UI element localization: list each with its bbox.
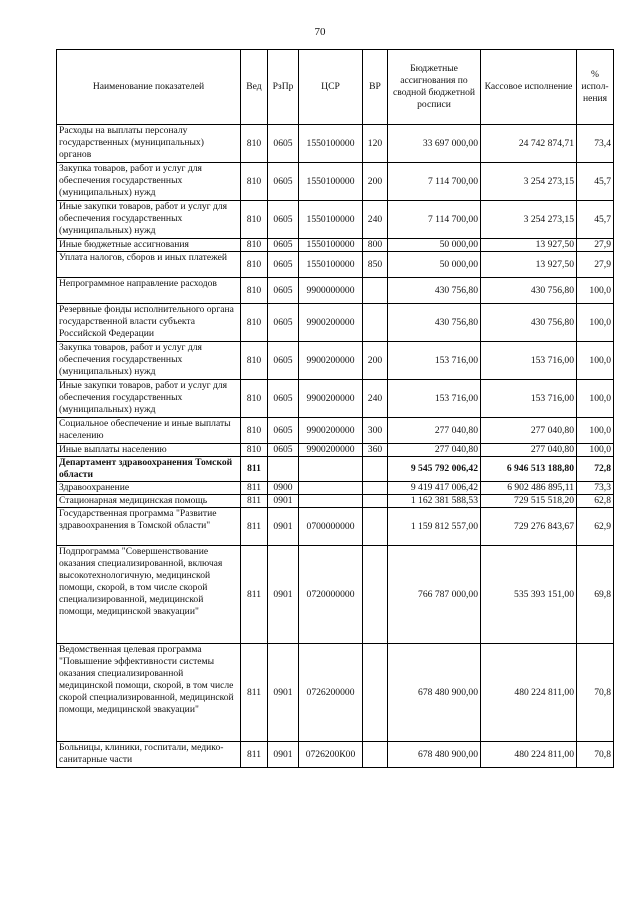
table-row: [57, 278, 614, 304]
table-row: [57, 508, 614, 546]
cell-pct: 62,9: [577, 508, 614, 546]
cell-name: Закупка товаров, работ и услуг для обеспечения государственных (муниципальных) нужд: [57, 163, 241, 201]
budget-execution-table: [56, 49, 614, 768]
cell-ved: 810: [241, 239, 268, 252]
cell-pct: 72,8: [577, 457, 614, 482]
cell-cash: 153 716,00: [481, 380, 577, 418]
cell-csr: 9900200000: [299, 444, 363, 457]
cell-vr: [363, 644, 388, 742]
cell-pct: 73,4: [577, 125, 614, 163]
cell-csr: [299, 482, 363, 495]
cell-vr: 360: [363, 444, 388, 457]
cell-rzpr: 0605: [268, 239, 299, 252]
cell-name: Государственная программа "Развитие здравоохранения в Томской области": [57, 508, 241, 546]
cell-csr: 9900200000: [299, 342, 363, 380]
cell-cash: 6 902 486 895,11: [481, 482, 577, 495]
cell-pct: 45,7: [577, 201, 614, 239]
cell-vr: [363, 278, 388, 304]
cell-assign: 678 480 900,00: [388, 742, 481, 768]
cell-assign: 153 716,00: [388, 380, 481, 418]
cell-pct: 100,0: [577, 304, 614, 342]
cell-vr: 240: [363, 201, 388, 239]
table-row: [57, 495, 614, 508]
cell-cash: 153 716,00: [481, 342, 577, 380]
table-row: [57, 239, 614, 252]
cell-assign: 277 040,80: [388, 418, 481, 444]
cell-name: Стационарная медицинская помощь: [57, 495, 241, 508]
cell-vr: 240: [363, 380, 388, 418]
cell-ved: 811: [241, 495, 268, 508]
cell-csr: 1550100000: [299, 239, 363, 252]
cell-cash: 277 040,80: [481, 418, 577, 444]
table-row: [57, 457, 614, 482]
table-body: [57, 125, 614, 768]
page-number: 70: [314, 26, 326, 38]
cell-vr: 300: [363, 418, 388, 444]
cell-cash: 277 040,80: [481, 444, 577, 457]
cell-csr: 9900000000: [299, 278, 363, 304]
cell-cash: 13 927,50: [481, 239, 577, 252]
cell-csr: 0720000000: [299, 546, 363, 644]
cell-pct: 100,0: [577, 380, 614, 418]
cell-rzpr: 0605: [268, 163, 299, 201]
cell-vr: [363, 546, 388, 644]
cell-assign: 9 545 792 006,42: [388, 457, 481, 482]
cell-pct: 100,0: [577, 444, 614, 457]
cell-rzpr: 0900: [268, 482, 299, 495]
cell-rzpr: 0605: [268, 418, 299, 444]
table-row: [57, 444, 614, 457]
cell-ved: 810: [241, 342, 268, 380]
cell-cash: 3 254 273,15: [481, 201, 577, 239]
cell-ved: 810: [241, 380, 268, 418]
cell-ved: 811: [241, 508, 268, 546]
cell-ved: 810: [241, 418, 268, 444]
cell-assign: 50 000,00: [388, 252, 481, 278]
table-row: [57, 201, 614, 239]
cell-cash: 3 254 273,15: [481, 163, 577, 201]
cell-csr: 9900200000: [299, 304, 363, 342]
cell-assign: 7 114 700,00: [388, 163, 481, 201]
cell-ved: 810: [241, 125, 268, 163]
cell-name: Иные закупки товаров, работ и услуг для обеспечения государственных (муниципальных) нужд: [57, 380, 241, 418]
cell-assign: 33 697 000,00: [388, 125, 481, 163]
cell-name: Подпрограмма "Совершенствование оказания специализированной, включая высокотехнологичную, медицинской помощи, скорой, в том числе скорой специализированной, медицинской помощи, медицинской эвакуации": [57, 546, 241, 644]
cell-vr: [363, 304, 388, 342]
cell-rzpr: 0605: [268, 278, 299, 304]
cell-assign: 1 159 812 557,00: [388, 508, 481, 546]
cell-ved: 811: [241, 457, 268, 482]
cell-ved: 810: [241, 201, 268, 239]
cell-vr: 120: [363, 125, 388, 163]
cell-ved: 810: [241, 278, 268, 304]
cell-vr: [363, 742, 388, 768]
table-header-row: [57, 50, 614, 125]
header-rzpr: РзПр: [268, 50, 299, 125]
cell-vr: [363, 482, 388, 495]
cell-ved: 810: [241, 252, 268, 278]
cell-assign: 50 000,00: [388, 239, 481, 252]
cell-ved: 810: [241, 444, 268, 457]
cell-ved: 811: [241, 742, 268, 768]
cell-csr: 9900200000: [299, 418, 363, 444]
cell-rzpr: 0605: [268, 252, 299, 278]
table-row: [57, 380, 614, 418]
cell-rzpr: 0605: [268, 444, 299, 457]
cell-name: Иные бюджетные ассигнования: [57, 239, 241, 252]
header-csr: ЦСР: [299, 50, 363, 125]
cell-rzpr: 0605: [268, 342, 299, 380]
header-name: Наименование показателей: [57, 50, 241, 125]
cell-pct: 70,8: [577, 742, 614, 768]
cell-ved: 811: [241, 482, 268, 495]
table-row: [57, 482, 614, 495]
table-row: [57, 163, 614, 201]
cell-ved: 810: [241, 304, 268, 342]
cell-rzpr: 0605: [268, 304, 299, 342]
table-row: [57, 304, 614, 342]
cell-assign: 430 756,80: [388, 278, 481, 304]
header-vr: ВР: [363, 50, 388, 125]
cell-vr: 200: [363, 163, 388, 201]
header-cash-execution: Кассовое исполнение: [481, 50, 577, 125]
cell-rzpr: 0901: [268, 546, 299, 644]
cell-cash: 480 224 811,00: [481, 742, 577, 768]
cell-csr: 9900200000: [299, 380, 363, 418]
cell-assign: 7 114 700,00: [388, 201, 481, 239]
cell-cash: 24 742 874,71: [481, 125, 577, 163]
cell-cash: 6 946 513 188,80: [481, 457, 577, 482]
cell-name: Здравоохранение: [57, 482, 241, 495]
header-ved: Вед: [241, 50, 268, 125]
cell-name: Департамент здравоохранения Томской области: [57, 457, 241, 482]
cell-name: Расходы на выплаты персоналу государственных (муниципальных) органов: [57, 125, 241, 163]
cell-ved: 811: [241, 546, 268, 644]
cell-vr: 850: [363, 252, 388, 278]
cell-pct: 69,8: [577, 546, 614, 644]
cell-rzpr: 0605: [268, 201, 299, 239]
cell-cash: 430 756,80: [481, 304, 577, 342]
cell-assign: 277 040,80: [388, 444, 481, 457]
cell-name: Иные закупки товаров, работ и услуг для обеспечения государственных (муниципальных) нужд: [57, 201, 241, 239]
cell-rzpr: 0605: [268, 125, 299, 163]
cell-csr: 1550100000: [299, 252, 363, 278]
cell-pct: 100,0: [577, 418, 614, 444]
cell-pct: 45,7: [577, 163, 614, 201]
cell-vr: [363, 457, 388, 482]
cell-csr: [299, 495, 363, 508]
cell-rzpr: 0901: [268, 508, 299, 546]
table-row: [57, 342, 614, 380]
cell-assign: 1 162 381 588,53: [388, 495, 481, 508]
cell-pct: 27,9: [577, 252, 614, 278]
cell-cash: 535 393 151,00: [481, 546, 577, 644]
cell-csr: 0726200К00: [299, 742, 363, 768]
cell-csr: 1550100000: [299, 163, 363, 201]
cell-vr: [363, 495, 388, 508]
table-row: [57, 644, 614, 742]
cell-vr: 200: [363, 342, 388, 380]
cell-name: Уплата налогов, сборов и иных платежей: [57, 252, 241, 278]
cell-assign: 678 480 900,00: [388, 644, 481, 742]
cell-csr: 0726200000: [299, 644, 363, 742]
cell-name: Закупка товаров, работ и услуг для обеспечения государственных (муниципальных) нужд: [57, 342, 241, 380]
cell-assign: 430 756,80: [388, 304, 481, 342]
cell-rzpr: 0901: [268, 644, 299, 742]
table-row: [57, 546, 614, 644]
cell-rzpr: 0901: [268, 495, 299, 508]
cell-pct: 73,3: [577, 482, 614, 495]
cell-name: Резервные фонды исполнительного органа государственной власти субъекта Российской Федерации: [57, 304, 241, 342]
cell-cash: 13 927,50: [481, 252, 577, 278]
cell-cash: 729 276 843,67: [481, 508, 577, 546]
cell-rzpr: 0605: [268, 380, 299, 418]
table-row: [57, 742, 614, 768]
cell-ved: 810: [241, 163, 268, 201]
cell-cash: 480 224 811,00: [481, 644, 577, 742]
cell-name: Ведомственная целевая программа "Повышение эффективности системы оказания специализированной медицинской помощи, скорой, в том числе скорой специализированной, медицинской помощи, медицинской эвакуации": [57, 644, 241, 742]
header-assignments: Бюджетные ассигнования по сводной бюджетной росписи: [388, 50, 481, 125]
table-row: [57, 418, 614, 444]
cell-vr: 800: [363, 239, 388, 252]
cell-rzpr: 0901: [268, 742, 299, 768]
cell-pct: 100,0: [577, 278, 614, 304]
header-percent-execution: % испол-нения: [577, 50, 614, 125]
cell-cash: 430 756,80: [481, 278, 577, 304]
table-row: [57, 125, 614, 163]
table-row: [57, 252, 614, 278]
cell-vr: [363, 508, 388, 546]
cell-assign: 153 716,00: [388, 342, 481, 380]
cell-rzpr: [268, 457, 299, 482]
cell-pct: 70,8: [577, 644, 614, 742]
cell-csr: 1550100000: [299, 125, 363, 163]
cell-pct: 27,9: [577, 239, 614, 252]
cell-csr: [299, 457, 363, 482]
cell-pct: 62,8: [577, 495, 614, 508]
cell-assign: 9 419 417 006,42: [388, 482, 481, 495]
cell-ved: 811: [241, 644, 268, 742]
cell-name: Непрограммное направление расходов: [57, 278, 241, 304]
cell-csr: 1550100000: [299, 201, 363, 239]
cell-assign: 766 787 000,00: [388, 546, 481, 644]
cell-name: Больницы, клиники, госпитали, медико-санитарные части: [57, 742, 241, 768]
cell-pct: 100,0: [577, 342, 614, 380]
cell-name: Социальное обеспечение и иные выплаты населению: [57, 418, 241, 444]
cell-csr: 0700000000: [299, 508, 363, 546]
cell-name: Иные выплаты населению: [57, 444, 241, 457]
cell-cash: 729 515 518,20: [481, 495, 577, 508]
